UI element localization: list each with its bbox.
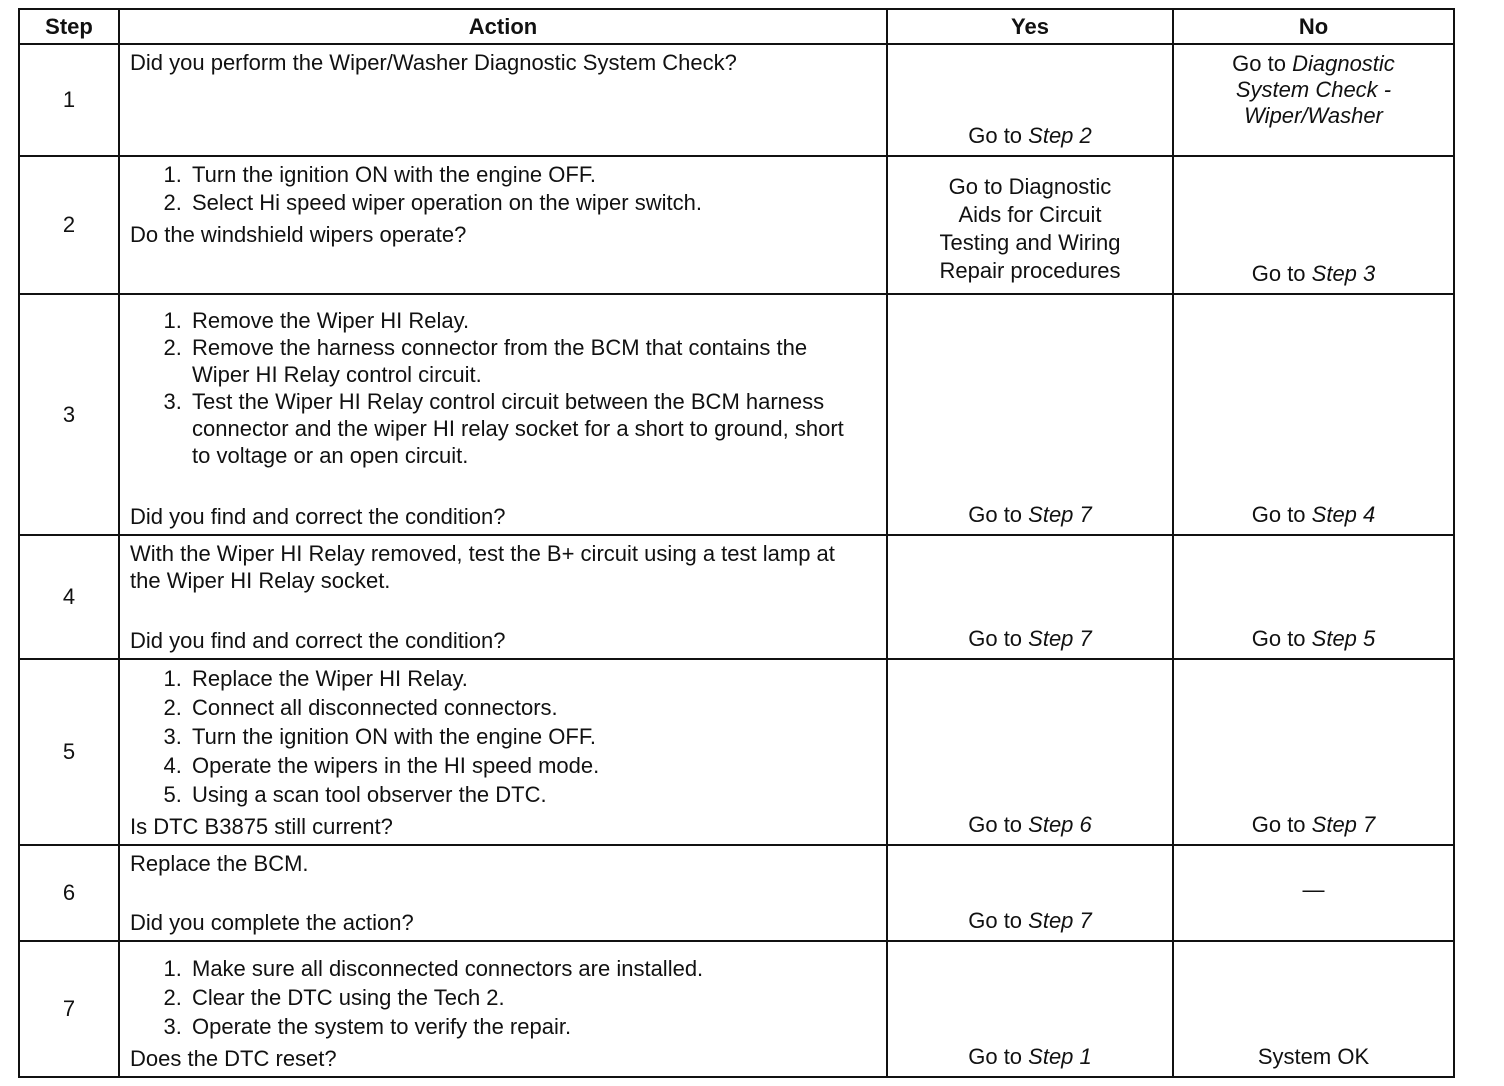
action-question: Did you find and correct the condition? xyxy=(130,504,506,529)
action-step: 2. Select Hi speed wiper operation on the wiper switch. xyxy=(188,189,876,217)
yes-step-link[interactable]: Step 2 xyxy=(1028,123,1092,148)
yes-prefix: Go to xyxy=(968,123,1029,148)
action-steps xyxy=(130,307,876,469)
no-step-link[interactable]: Step 3 xyxy=(1311,261,1376,286)
yes-step-link[interactable]: Step 7 xyxy=(1028,502,1092,527)
no-prefix: Go to xyxy=(1251,812,1312,837)
step-number: 5 xyxy=(19,659,119,845)
yes-procedure-link[interactable]: Go to Diagnostic Aids for Circuit Testing and Wiring Repair procedures xyxy=(939,174,1121,283)
header-row xyxy=(19,9,1454,44)
no-dash: — xyxy=(1302,877,1325,902)
action-question: Did you find and correct the condition? xyxy=(130,628,506,653)
action-step: 5. Using a scan tool observer the DTC. xyxy=(188,780,876,809)
yes-cell xyxy=(887,659,1173,845)
yes-step-link[interactable]: Step 7 xyxy=(1028,908,1092,933)
action-text: With the Wiper HI Relay removed, test the B+ circuit using a test lamp at the Wiper HI Relay socket. xyxy=(130,541,835,593)
no-prefix: Go to xyxy=(1251,626,1312,651)
no-prefix: Go to xyxy=(1251,502,1312,527)
step-number: 2 xyxy=(19,156,119,294)
yes-prefix: Go to xyxy=(968,626,1029,651)
action-cell xyxy=(119,535,887,659)
action-step: 1. Replace the Wiper HI Relay. xyxy=(188,664,876,693)
action-step: 1. Remove the Wiper HI Relay. xyxy=(188,307,856,334)
yes-cell xyxy=(887,294,1173,535)
action-text: Did you perform the Wiper/Washer Diagnostic System Check? xyxy=(130,50,737,75)
no-cell xyxy=(1173,659,1454,845)
no-procedure-link[interactable]: Diagnostic System Check - Wiper/Washer xyxy=(1235,51,1395,128)
no-prefix: Go to xyxy=(1232,51,1293,76)
action-steps xyxy=(130,954,876,1041)
no-cell xyxy=(1173,44,1454,156)
action-step: 1. Turn the ignition ON with the engine OFF. xyxy=(188,161,876,189)
table-row xyxy=(19,659,1454,845)
no-step-link[interactable]: Step 4 xyxy=(1311,502,1376,527)
table-row xyxy=(19,941,1454,1077)
action-step: 2. Clear the DTC using the Tech 2. xyxy=(188,983,876,1012)
action-text: Replace the BCM. xyxy=(130,851,309,876)
action-step: 3. Operate the system to verify the repair. xyxy=(188,1012,876,1041)
no-cell xyxy=(1173,845,1454,941)
table-row xyxy=(19,44,1454,156)
action-question: Does the DTC reset? xyxy=(130,1046,337,1071)
yes-prefix: Go to xyxy=(968,1044,1029,1069)
header-step: Step xyxy=(19,9,119,44)
yes-step-link[interactable]: Step 7 xyxy=(1028,626,1092,651)
header-yes: Yes xyxy=(887,9,1173,44)
yes-cell xyxy=(887,156,1173,294)
action-cell xyxy=(119,156,887,294)
diagnostic-table xyxy=(18,8,1455,1078)
no-step-link[interactable]: Step 5 xyxy=(1311,626,1376,651)
yes-cell xyxy=(887,535,1173,659)
action-cell xyxy=(119,941,887,1077)
step-number: 6 xyxy=(19,845,119,941)
table-row xyxy=(19,845,1454,941)
action-cell xyxy=(119,44,887,156)
no-cell xyxy=(1173,535,1454,659)
table-row xyxy=(19,535,1454,659)
yes-step-link[interactable]: Step 1 xyxy=(1028,1044,1092,1069)
table-row xyxy=(19,156,1454,294)
action-step: 2. Connect all disconnected connectors. xyxy=(188,693,876,722)
no-prefix: Go to xyxy=(1251,261,1312,286)
action-question: Do the windshield wipers operate? xyxy=(130,222,467,247)
step-number: 1 xyxy=(19,44,119,156)
action-steps xyxy=(130,161,876,217)
action-cell xyxy=(119,659,887,845)
action-question: Is DTC B3875 still current? xyxy=(130,814,393,839)
header-no: No xyxy=(1173,9,1454,44)
action-step: 2. Remove the harness connector from the BCM that contains the Wiper HI Relay control circuit. xyxy=(188,334,856,388)
yes-prefix: Go to xyxy=(968,502,1029,527)
no-cell xyxy=(1173,156,1454,294)
yes-cell xyxy=(887,44,1173,156)
yes-cell xyxy=(887,941,1173,1077)
action-step: 3. Turn the ignition ON with the engine OFF. xyxy=(188,722,876,751)
action-steps xyxy=(130,664,876,809)
no-cell xyxy=(1173,294,1454,535)
yes-step-link[interactable]: Step 6 xyxy=(1028,812,1092,837)
action-question: Did you complete the action? xyxy=(130,910,414,935)
header-action: Action xyxy=(119,9,887,44)
step-number: 7 xyxy=(19,941,119,1077)
table-row xyxy=(19,294,1454,535)
action-step: 3. Test the Wiper HI Relay control circuit between the BCM harness connector and the wiper HI relay socket for a short to ground, short to voltage or an open circuit. xyxy=(188,388,856,469)
action-cell xyxy=(119,845,887,941)
action-step: 4. Operate the wipers in the HI speed mode. xyxy=(188,751,876,780)
no-system-ok: System OK xyxy=(1257,1044,1370,1069)
step-number: 3 xyxy=(19,294,119,535)
yes-prefix: Go to xyxy=(968,908,1029,933)
no-step-link[interactable]: Step 7 xyxy=(1311,812,1376,837)
yes-prefix: Go to xyxy=(968,812,1029,837)
action-step: 1. Make sure all disconnected connectors are installed. xyxy=(188,954,876,983)
yes-cell xyxy=(887,845,1173,941)
action-cell xyxy=(119,294,887,535)
step-number: 4 xyxy=(19,535,119,659)
no-cell xyxy=(1173,941,1454,1077)
